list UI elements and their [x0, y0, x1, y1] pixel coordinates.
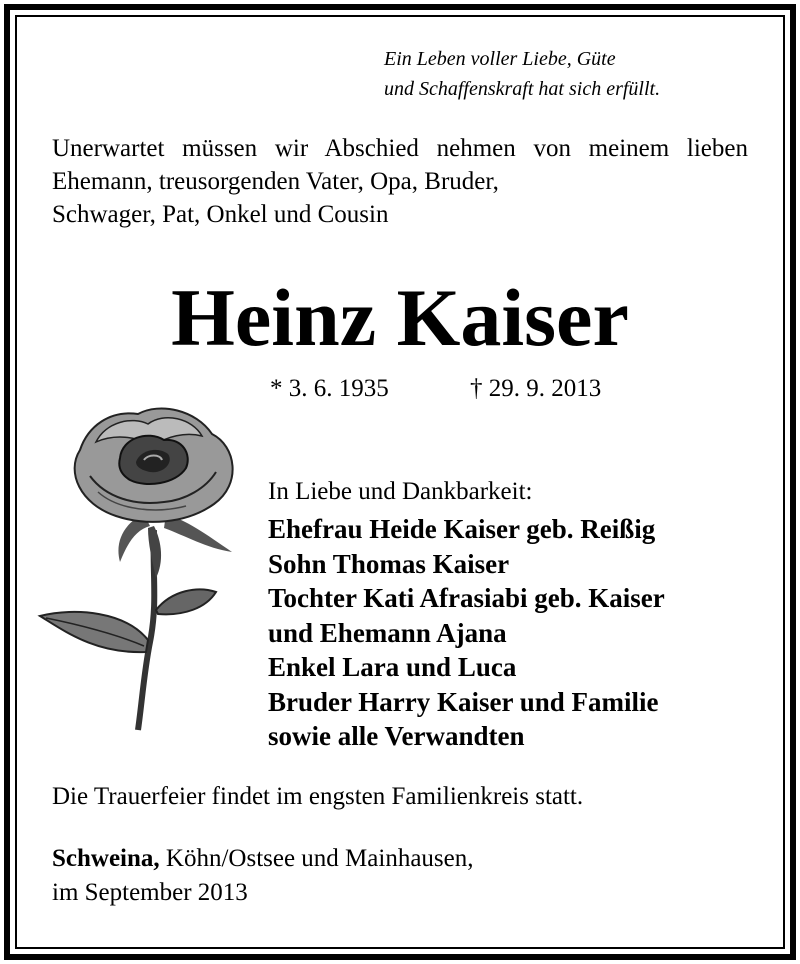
mourner-line: Ehefrau Heide Kaiser geb. Reißig [268, 514, 656, 544]
mourners-heading: In Liebe und Dankbarkeit: [268, 478, 533, 505]
ceremony-note: Die Trauerfeier findet im engsten Familienkreis statt. [52, 783, 584, 810]
intro-last-line: Schwager, Pat, Onkel und Cousin [52, 201, 389, 228]
place-town: Schweina, [52, 845, 160, 872]
intro-text [52, 132, 748, 231]
birth-date: * 3. 6. 1935 [270, 375, 389, 402]
mourner-line: Tochter Kati Afrasiabi geb. Kaiser [268, 583, 665, 613]
deceased-name: Heinz Kaiser [171, 272, 629, 363]
motto [384, 44, 660, 104]
motto-line-1: Ein Leben voller Liebe, Güte [384, 48, 616, 70]
rose-icon [36, 402, 246, 732]
place-rest: Köhn/Ostsee und Mainhausen, [159, 845, 474, 872]
notice-date: im September 2013 [52, 879, 248, 906]
intro-main: Unerwartet müssen wir Abschied nehmen von meinem lieben Ehemann, treusorgenden Vater, Opa, Bruder, [52, 135, 748, 195]
mourners-list [268, 512, 665, 754]
death-date: † 29. 9. 2013 [470, 375, 602, 402]
mourner-line: Enkel Lara und Luca [268, 652, 517, 682]
mourner-line: Bruder Harry Kaiser und Familie [268, 686, 659, 717]
place-and-date [52, 842, 474, 910]
mourner-line: sowie alle Verwandten [268, 721, 525, 751]
mourner-line: und Ehemann Ajana [268, 617, 507, 648]
mourner-line: Sohn Thomas Kaiser [268, 548, 510, 579]
motto-line-2: und Schaffenskraft hat sich erfüllt. [384, 78, 661, 100]
